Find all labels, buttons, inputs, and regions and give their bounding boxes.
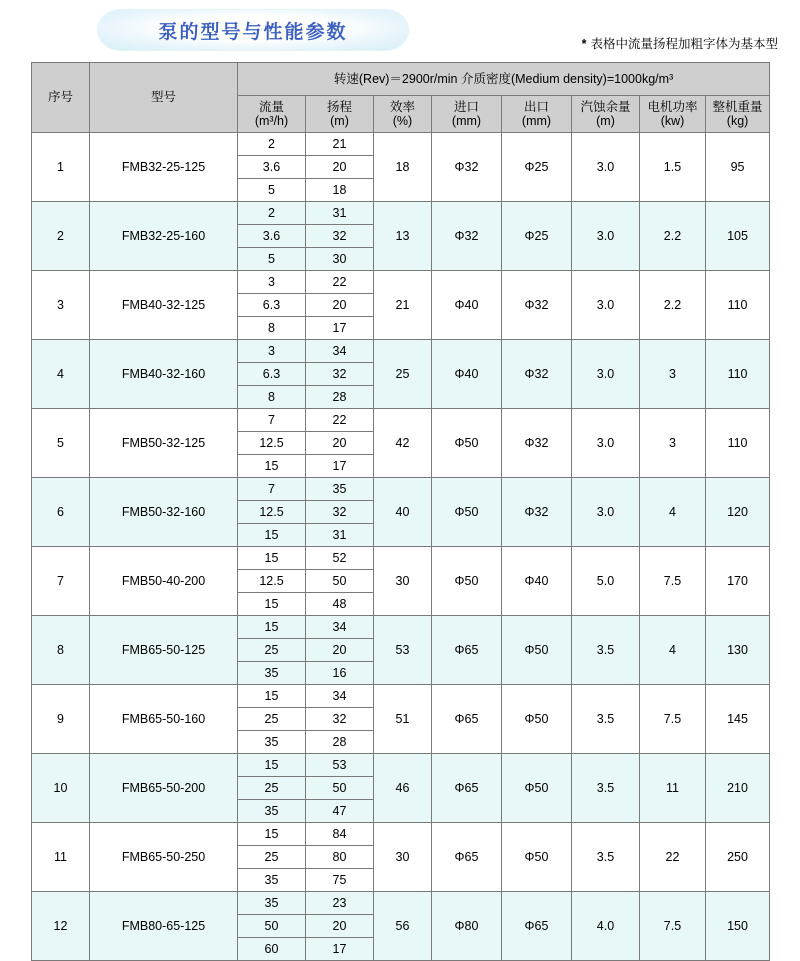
cell-head: 31	[306, 202, 374, 225]
cell-seq: 12	[32, 892, 90, 961]
col-header-efficiency-unit: (%)	[392, 114, 413, 128]
cell-head: 75	[306, 869, 374, 892]
col-header-weight-name: 整机重量	[712, 99, 763, 114]
cell-flow: 2	[238, 133, 306, 156]
cell-npsh: 3.0	[572, 478, 640, 547]
cell-npsh: 5.0	[572, 547, 640, 616]
cell-head: 28	[306, 386, 374, 409]
col-header-power-name: 电机功率	[647, 99, 698, 114]
col-header-npsh-name: 汽蚀余量	[580, 99, 631, 114]
cell-power: 3	[640, 340, 706, 409]
cell-head: 17	[306, 317, 374, 340]
cell-inlet: Φ65	[432, 685, 502, 754]
col-header-head-unit: (m)	[330, 114, 349, 128]
cell-model: FMB65-50-200	[90, 754, 238, 823]
cell-power: 2.2	[640, 202, 706, 271]
cell-power: 7.5	[640, 892, 706, 961]
cell-outlet: Φ40	[502, 547, 572, 616]
cell-flow: 35	[238, 662, 306, 685]
col-header-weight-unit: (kg)	[726, 114, 749, 128]
cell-flow: 8	[238, 317, 306, 340]
cell-npsh: 3.5	[572, 823, 640, 892]
cell-outlet: Φ50	[502, 616, 572, 685]
table-note	[582, 34, 778, 52]
cell-head: 50	[306, 570, 374, 593]
cell-outlet: Φ32	[502, 478, 572, 547]
cell-outlet: Φ25	[502, 202, 572, 271]
table-row	[32, 685, 770, 708]
cell-flow: 3.6	[238, 225, 306, 248]
table-head-row-1	[32, 63, 770, 96]
col-header-inlet	[432, 96, 502, 133]
cell-head: 22	[306, 409, 374, 432]
cell-head: 18	[306, 179, 374, 202]
cell-weight: 145	[706, 685, 770, 754]
cell-npsh: 3.0	[572, 271, 640, 340]
cell-npsh: 3.0	[572, 133, 640, 202]
cell-head: 20	[306, 294, 374, 317]
cell-flow: 12.5	[238, 432, 306, 455]
cell-head: 47	[306, 800, 374, 823]
cell-efficiency: 25	[374, 340, 432, 409]
cell-head: 17	[306, 938, 374, 961]
col-header-head	[306, 96, 374, 133]
cell-weight: 95	[706, 133, 770, 202]
col-header-npsh	[572, 96, 640, 133]
cell-head: 35	[306, 478, 374, 501]
cell-efficiency: 42	[374, 409, 432, 478]
cell-flow: 2	[238, 202, 306, 225]
cell-head: 17	[306, 455, 374, 478]
cell-model: FMB50-32-160	[90, 478, 238, 547]
col-header-condition: 转速(Rev)＝2900r/min 介质密度(Medium density)=1000kg/m³	[238, 63, 770, 96]
cell-model: FMB32-25-125	[90, 133, 238, 202]
cell-head: 22	[306, 271, 374, 294]
cell-power: 11	[640, 754, 706, 823]
table-body	[32, 133, 770, 961]
cell-power: 7.5	[640, 547, 706, 616]
col-header-outlet-name: 出口	[523, 99, 549, 114]
col-header-outlet	[502, 96, 572, 133]
col-header-outlet-unit: (mm)	[521, 114, 552, 128]
cell-head: 32	[306, 225, 374, 248]
cell-model: FMB65-50-160	[90, 685, 238, 754]
cell-flow: 3	[238, 271, 306, 294]
cell-npsh: 3.0	[572, 202, 640, 271]
cell-power: 2.2	[640, 271, 706, 340]
col-header-flow-unit: (m³/h)	[254, 114, 289, 128]
cell-inlet: Φ40	[432, 271, 502, 340]
table-row	[32, 754, 770, 777]
col-header-inlet-unit: (mm)	[451, 114, 482, 128]
cell-model: FMB50-32-125	[90, 409, 238, 478]
pump-spec-table	[31, 62, 770, 961]
cell-flow: 25	[238, 708, 306, 731]
table-row	[32, 133, 770, 156]
cell-efficiency: 51	[374, 685, 432, 754]
table-row	[32, 892, 770, 915]
cell-weight: 105	[706, 202, 770, 271]
table-row	[32, 823, 770, 846]
table-row	[32, 616, 770, 639]
cell-flow: 15	[238, 823, 306, 846]
cell-weight: 150	[706, 892, 770, 961]
cell-weight: 250	[706, 823, 770, 892]
table-row	[32, 340, 770, 363]
cell-flow: 35	[238, 892, 306, 915]
cell-flow: 5	[238, 248, 306, 271]
cell-head: 34	[306, 616, 374, 639]
cell-flow: 6.3	[238, 294, 306, 317]
cell-model: FMB40-32-160	[90, 340, 238, 409]
cell-flow: 15	[238, 455, 306, 478]
col-header-inlet-name: 进口	[453, 99, 479, 114]
col-header-weight	[706, 96, 770, 133]
cell-head: 20	[306, 156, 374, 179]
cell-power: 7.5	[640, 685, 706, 754]
cell-seq: 3	[32, 271, 90, 340]
cell-flow: 25	[238, 639, 306, 662]
cell-head: 20	[306, 915, 374, 938]
cell-seq: 5	[32, 409, 90, 478]
cell-head: 32	[306, 501, 374, 524]
cell-flow: 35	[238, 731, 306, 754]
cell-flow: 15	[238, 754, 306, 777]
cell-npsh: 3.0	[572, 409, 640, 478]
cell-flow: 3.6	[238, 156, 306, 179]
cell-head: 31	[306, 524, 374, 547]
cell-inlet: Φ80	[432, 892, 502, 961]
cell-head: 52	[306, 547, 374, 570]
col-header-power-unit: (kw)	[660, 114, 685, 128]
page-title: 泵的型号与性能参数	[158, 21, 348, 43]
header	[0, 0, 800, 62]
cell-power: 4	[640, 616, 706, 685]
cell-power: 22	[640, 823, 706, 892]
cell-seq: 10	[32, 754, 90, 823]
cell-head: 28	[306, 731, 374, 754]
cell-power: 1.5	[640, 133, 706, 202]
cell-efficiency: 40	[374, 478, 432, 547]
cell-flow: 60	[238, 938, 306, 961]
cell-head: 20	[306, 432, 374, 455]
table-row	[32, 409, 770, 432]
col-header-npsh-unit: (m)	[596, 114, 615, 128]
cell-npsh: 3.5	[572, 616, 640, 685]
cell-head: 32	[306, 363, 374, 386]
cell-head: 84	[306, 823, 374, 846]
cell-inlet: Φ50	[432, 478, 502, 547]
cell-weight: 130	[706, 616, 770, 685]
cell-flow: 5	[238, 179, 306, 202]
cell-efficiency: 56	[374, 892, 432, 961]
table-row	[32, 547, 770, 570]
cell-head: 80	[306, 846, 374, 869]
cell-npsh: 3.5	[572, 754, 640, 823]
col-header-seq: 序号	[32, 63, 90, 133]
cell-flow: 12.5	[238, 501, 306, 524]
cell-model: FMB65-50-250	[90, 823, 238, 892]
cell-head: 50	[306, 777, 374, 800]
cell-head: 34	[306, 340, 374, 363]
cell-inlet: Φ65	[432, 616, 502, 685]
cell-efficiency: 46	[374, 754, 432, 823]
cell-efficiency: 30	[374, 547, 432, 616]
cell-head: 53	[306, 754, 374, 777]
cell-inlet: Φ32	[432, 202, 502, 271]
cell-flow: 3	[238, 340, 306, 363]
note-star: *	[581, 37, 587, 51]
cell-head: 23	[306, 892, 374, 915]
cell-head: 20	[306, 639, 374, 662]
cell-seq: 11	[32, 823, 90, 892]
col-header-efficiency	[374, 96, 432, 133]
cell-efficiency: 21	[374, 271, 432, 340]
cell-inlet: Φ65	[432, 754, 502, 823]
cell-flow: 6.3	[238, 363, 306, 386]
col-header-flow	[238, 96, 306, 133]
cell-npsh: 4.0	[572, 892, 640, 961]
cell-head: 32	[306, 708, 374, 731]
col-header-model: 型号	[90, 63, 238, 133]
cell-weight: 110	[706, 271, 770, 340]
cell-model: FMB40-32-125	[90, 271, 238, 340]
cell-flow: 50	[238, 915, 306, 938]
cell-flow: 15	[238, 524, 306, 547]
cell-flow: 15	[238, 547, 306, 570]
cell-flow: 12.5	[238, 570, 306, 593]
table-row	[32, 478, 770, 501]
cell-efficiency: 18	[374, 133, 432, 202]
cell-weight: 120	[706, 478, 770, 547]
cell-seq: 8	[32, 616, 90, 685]
cell-weight: 210	[706, 754, 770, 823]
cell-weight: 110	[706, 340, 770, 409]
cell-outlet: Φ32	[502, 271, 572, 340]
cell-outlet: Φ25	[502, 133, 572, 202]
cell-outlet: Φ50	[502, 823, 572, 892]
cell-flow: 7	[238, 409, 306, 432]
cell-seq: 2	[32, 202, 90, 271]
cell-inlet: Φ32	[432, 133, 502, 202]
cell-flow: 35	[238, 800, 306, 823]
cell-flow: 15	[238, 616, 306, 639]
cell-head: 21	[306, 133, 374, 156]
cell-inlet: Φ50	[432, 409, 502, 478]
note-text: 表格中流量扬程加粗字体为基本型	[590, 37, 778, 51]
cell-efficiency: 13	[374, 202, 432, 271]
col-header-flow-name: 流量	[258, 99, 284, 114]
cell-efficiency: 53	[374, 616, 432, 685]
cell-model: FMB80-65-125	[90, 892, 238, 961]
cell-outlet: Φ65	[502, 892, 572, 961]
cell-seq: 6	[32, 478, 90, 547]
col-header-power	[640, 96, 706, 133]
cell-inlet: Φ65	[432, 823, 502, 892]
cell-flow: 25	[238, 846, 306, 869]
table-row	[32, 271, 770, 294]
cell-head: 34	[306, 685, 374, 708]
col-header-head-name: 扬程	[326, 99, 352, 114]
page-title-badge	[98, 10, 408, 50]
cell-flow: 25	[238, 777, 306, 800]
cell-flow: 35	[238, 869, 306, 892]
table-row	[32, 202, 770, 225]
cell-outlet: Φ32	[502, 340, 572, 409]
cell-outlet: Φ50	[502, 685, 572, 754]
cell-head: 30	[306, 248, 374, 271]
cell-npsh: 3.5	[572, 685, 640, 754]
cell-power: 3	[640, 409, 706, 478]
cell-model: FMB50-40-200	[90, 547, 238, 616]
cell-inlet: Φ40	[432, 340, 502, 409]
cell-seq: 7	[32, 547, 90, 616]
col-header-efficiency-name: 效率	[389, 99, 415, 114]
cell-seq: 4	[32, 340, 90, 409]
cell-efficiency: 30	[374, 823, 432, 892]
cell-seq: 9	[32, 685, 90, 754]
cell-outlet: Φ50	[502, 754, 572, 823]
cell-outlet: Φ32	[502, 409, 572, 478]
cell-flow: 8	[238, 386, 306, 409]
cell-seq: 1	[32, 133, 90, 202]
cell-flow: 15	[238, 685, 306, 708]
cell-weight: 170	[706, 547, 770, 616]
table-head	[32, 63, 770, 133]
cell-flow: 7	[238, 478, 306, 501]
cell-weight: 110	[706, 409, 770, 478]
cell-inlet: Φ50	[432, 547, 502, 616]
cell-flow: 15	[238, 593, 306, 616]
cell-model: FMB65-50-125	[90, 616, 238, 685]
cell-head: 48	[306, 593, 374, 616]
cell-npsh: 3.0	[572, 340, 640, 409]
cell-head: 16	[306, 662, 374, 685]
cell-model: FMB32-25-160	[90, 202, 238, 271]
cell-power: 4	[640, 478, 706, 547]
